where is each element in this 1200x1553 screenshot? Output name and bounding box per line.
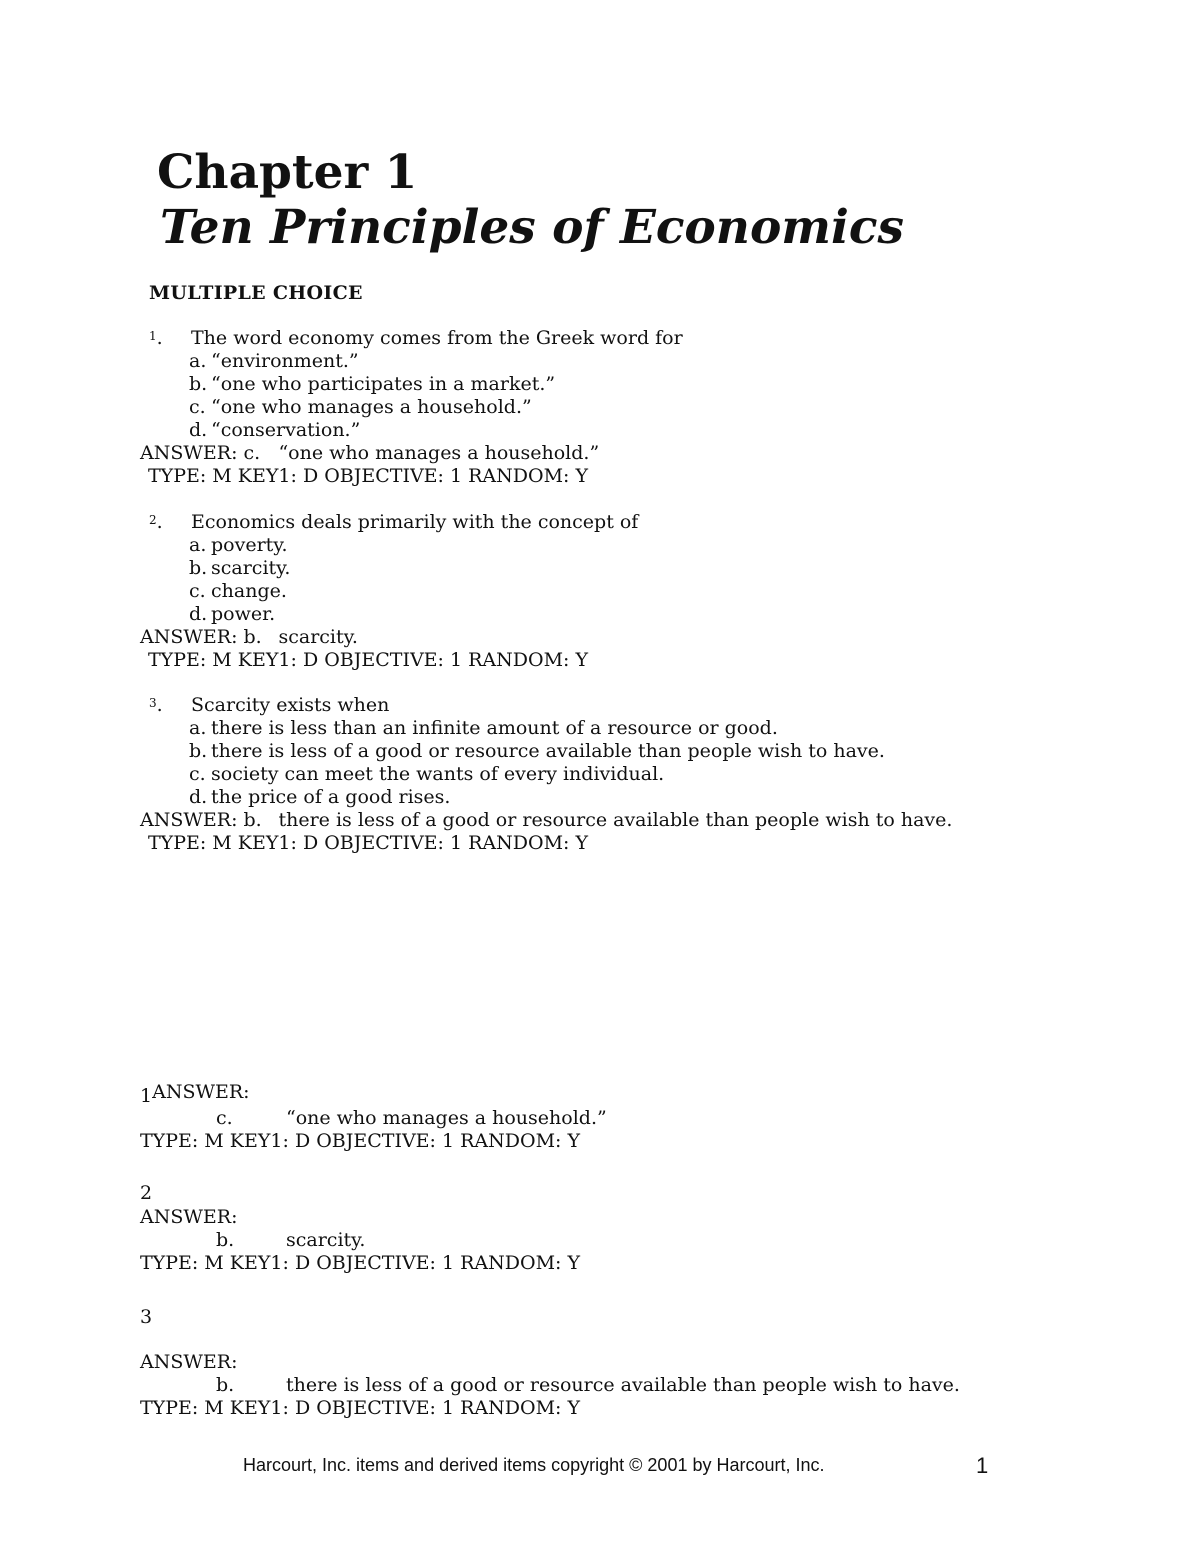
- footnote-type-line: TYPE: M KEY1: D OBJECTIVE: 1 RANDOM: Y: [140, 1252, 581, 1274]
- footnote-label: ANSWER:: [140, 1351, 238, 1373]
- footer-copyright: Harcourt, Inc. items and derived items copyright © 2001 by Harcourt, Inc.: [243, 1455, 825, 1475]
- option-b: b. there is less of a good or resource available than people wish to have.: [189, 740, 885, 762]
- chapter-title: Ten Principles of Economics: [160, 200, 904, 255]
- option-a: a. there is less than an infinite amount of a resource or good.: [189, 717, 778, 739]
- footnote-type-line: TYPE: M KEY1: D OBJECTIVE: 1 RANDOM: Y: [140, 1397, 581, 1419]
- answer-line: ANSWER: b. there is less of a good or resource available than people wish to have.: [140, 809, 953, 831]
- type-line: TYPE: M KEY1: D OBJECTIVE: 1 RANDOM: Y: [148, 832, 589, 854]
- chapter-heading: Chapter 1: [157, 145, 418, 200]
- answer-line: ANSWER: b. scarcity.: [140, 626, 358, 648]
- footnote-answer: c. “one who manages a household.”: [216, 1107, 607, 1129]
- type-line: TYPE: M KEY1: D OBJECTIVE: 1 RANDOM: Y: [148, 465, 589, 487]
- question-1: [140, 327, 1040, 488]
- page-number: 1: [976, 1453, 989, 1478]
- option-a: a. “environment.”: [189, 350, 359, 372]
- footnote-answer: b. there is less of a good or resource available than people wish to have.: [216, 1374, 960, 1396]
- option-a: a. poverty.: [189, 534, 288, 556]
- footnote-label: 1ANSWER:: [140, 1081, 250, 1107]
- section-heading: MULTIPLE CHOICE: [149, 282, 363, 304]
- question-3: [140, 694, 1040, 855]
- option-d: d. “conservation.”: [189, 419, 361, 441]
- option-b: b. scarcity.: [189, 557, 291, 579]
- footnote-number: 3: [140, 1306, 153, 1328]
- type-line: TYPE: M KEY1: D OBJECTIVE: 1 RANDOM: Y: [148, 649, 589, 671]
- answer-line: ANSWER: c. “one who manages a household.”: [140, 442, 600, 464]
- footnote-type-line: TYPE: M KEY1: D OBJECTIVE: 1 RANDOM: Y: [140, 1130, 581, 1152]
- option-c: c. change.: [189, 580, 287, 602]
- option-d: d. power.: [189, 603, 276, 625]
- question-2: [140, 511, 1040, 672]
- option-d: d. the price of a good rises.: [189, 786, 451, 808]
- footnote-label: ANSWER:: [140, 1206, 238, 1228]
- question-stem: Economics deals primarily with the concept of: [191, 511, 639, 533]
- question-stem: The word economy comes from the Greek word for: [191, 327, 683, 349]
- question-stem: Scarcity exists when: [191, 694, 390, 716]
- option-c: c. society can meet the wants of every individual.: [189, 763, 665, 785]
- question-number: 3.: [149, 694, 163, 716]
- question-number: 1.: [149, 327, 163, 349]
- question-number: 2.: [149, 511, 163, 533]
- option-b: b. “one who participates in a market.”: [189, 373, 556, 395]
- option-c: c. “one who manages a household.”: [189, 396, 532, 418]
- footnote-answer: b. scarcity.: [216, 1229, 366, 1251]
- footnote-number: 2: [140, 1182, 153, 1204]
